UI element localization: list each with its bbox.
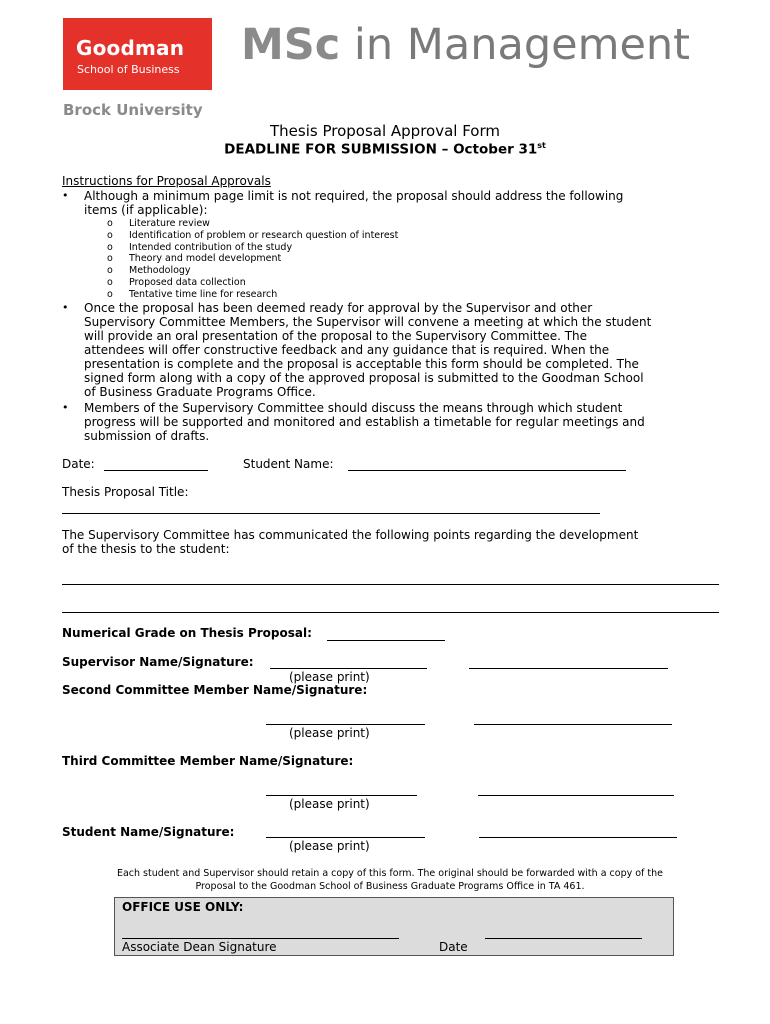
deadline-text: DEADLINE FOR SUBMISSION – October 31: [224, 141, 538, 158]
logo-line1: Goodman: [76, 36, 185, 60]
sub-bullet: o: [107, 253, 113, 265]
grade-field[interactable]: [327, 640, 445, 641]
bullet2-line: signed form along with a copy of the approved proposal is submitted to the Goodman School: [84, 371, 644, 385]
goodman-logo: [63, 18, 212, 90]
program-title-rest: in Management: [340, 20, 691, 70]
dean-signature-label: Associate Dean Signature: [122, 940, 277, 954]
list-item-text: Theory and model development: [129, 253, 282, 265]
bullet2-line: attendees will offer constructive feedback and any guidance that is required. When the: [84, 343, 610, 357]
list-item: [107, 288, 278, 301]
office-use-box: [114, 897, 674, 956]
sub-bullet: o: [107, 265, 113, 277]
sub-bullet: o: [107, 241, 113, 253]
date-field[interactable]: [104, 470, 208, 471]
retention-note-line2: Proposal to the Goodman School of Business Graduate Programs Office in TA 461.: [195, 881, 585, 892]
please-print-note: (please print): [289, 726, 370, 740]
committee-notes-field-2[interactable]: [62, 612, 719, 613]
supervisor-signature-field[interactable]: [469, 668, 668, 669]
list-item: [107, 218, 210, 230]
sub-bullet: o: [107, 277, 113, 288]
second-member-label: Second Committee Member Name/Signature:: [62, 683, 368, 697]
bullet2-line: presentation is complete and the proposal is acceptable this form should be completed. The: [84, 357, 639, 371]
bullet3-line: submission of drafts.: [84, 429, 210, 443]
instructions-heading: Instructions for Proposal Approvals: [62, 174, 271, 188]
dean-signature-field[interactable]: [122, 938, 399, 939]
dean-date-label: Date: [439, 940, 468, 954]
thesis-title-field[interactable]: [62, 513, 600, 514]
retention-note-line1: Each student and Supervisor should retain a copy of this form. The original should be forwarded with a copy of the: [116, 868, 664, 879]
form-title: Thesis Proposal Approval Form: [269, 122, 500, 140]
deadline-sup: st: [537, 141, 546, 150]
please-print-note: (please print): [289, 839, 370, 853]
student-signature-label: Student Name/Signature:: [62, 825, 235, 839]
third-member-signature-field[interactable]: [478, 795, 674, 796]
sub-bullet: o: [107, 288, 113, 300]
student-signature-field[interactable]: [479, 837, 677, 838]
list-item-text: Literature review: [129, 218, 210, 229]
bullet2-line: will provide an oral presentation of the proposal to the Supervisory Committee. The: [84, 329, 588, 343]
supervisor-name-field[interactable]: [270, 668, 427, 669]
retention-note: [60, 867, 720, 893]
bullet-symbol: •: [62, 401, 69, 414]
university-name: Brock University: [63, 101, 203, 119]
committee-text-line1: The Supervisory Committee has communicated the following points regarding the development: [62, 528, 639, 542]
bullet-symbol: •: [62, 301, 69, 314]
third-member-name-field[interactable]: [266, 795, 417, 796]
bullet1-line2: items (if applicable):: [84, 203, 208, 217]
sub-bullet: o: [107, 229, 113, 241]
list-item: [107, 277, 246, 289]
program-title: [241, 20, 690, 70]
list-item-text: Proposed data collection: [129, 277, 246, 288]
committee-notes-field-1[interactable]: [62, 584, 719, 585]
logo-line2: School of Business: [77, 63, 180, 76]
bullet-symbol: •: [62, 189, 69, 202]
grade-label: Numerical Grade on Thesis Proposal:: [62, 626, 312, 640]
list-item-text: Intended contribution of the study: [129, 241, 293, 253]
list-item-text: Methodology: [129, 265, 191, 277]
student-name-label: Student Name:: [243, 457, 334, 471]
bullet3-line: Members of the Supervisory Committee should discuss the means through which student: [84, 401, 623, 415]
bullet2-line: Supervisory Committee Members, the Supervisor will convene a meeting at which the student: [84, 315, 652, 329]
deadline: [0, 141, 770, 158]
student-name-field[interactable]: [348, 470, 626, 471]
list-item: [107, 229, 399, 242]
third-member-label: Third Committee Member Name/Signature:: [62, 754, 354, 768]
bullet2-line: of Business Graduate Programs Office.: [84, 385, 316, 399]
supervisor-label: Supervisor Name/Signature:: [62, 655, 254, 669]
office-use-label: OFFICE USE ONLY:: [122, 900, 244, 914]
bullet2-line: Once the proposal has been deemed ready for approval by the Supervisor and other: [84, 301, 593, 315]
list-item: [107, 265, 191, 277]
date-label: Date:: [62, 457, 95, 471]
thesis-title-label: Thesis Proposal Title:: [62, 485, 189, 499]
dean-date-field[interactable]: [485, 938, 642, 939]
please-print-note: (please print): [289, 670, 370, 684]
list-item-text: Identification of problem or research question of interest: [129, 229, 399, 241]
committee-text-line2: of the thesis to the student:: [62, 542, 230, 556]
list-item: [107, 241, 293, 254]
student-name-print-field[interactable]: [266, 837, 425, 838]
list-item: [107, 253, 282, 265]
bullet3-line: progress will be supported and monitored and establish a timetable for regular meetings and: [84, 415, 645, 429]
list-item-text: Tentative time line for research: [129, 288, 278, 300]
bullet1-line1: Although a minimum page limit is not required, the proposal should address the following: [84, 189, 624, 203]
second-member-signature-field[interactable]: [474, 724, 672, 725]
please-print-note: (please print): [289, 797, 370, 811]
program-title-bold: MSc: [241, 20, 341, 70]
sub-bullet: o: [107, 218, 113, 229]
second-member-name-field[interactable]: [266, 724, 425, 725]
